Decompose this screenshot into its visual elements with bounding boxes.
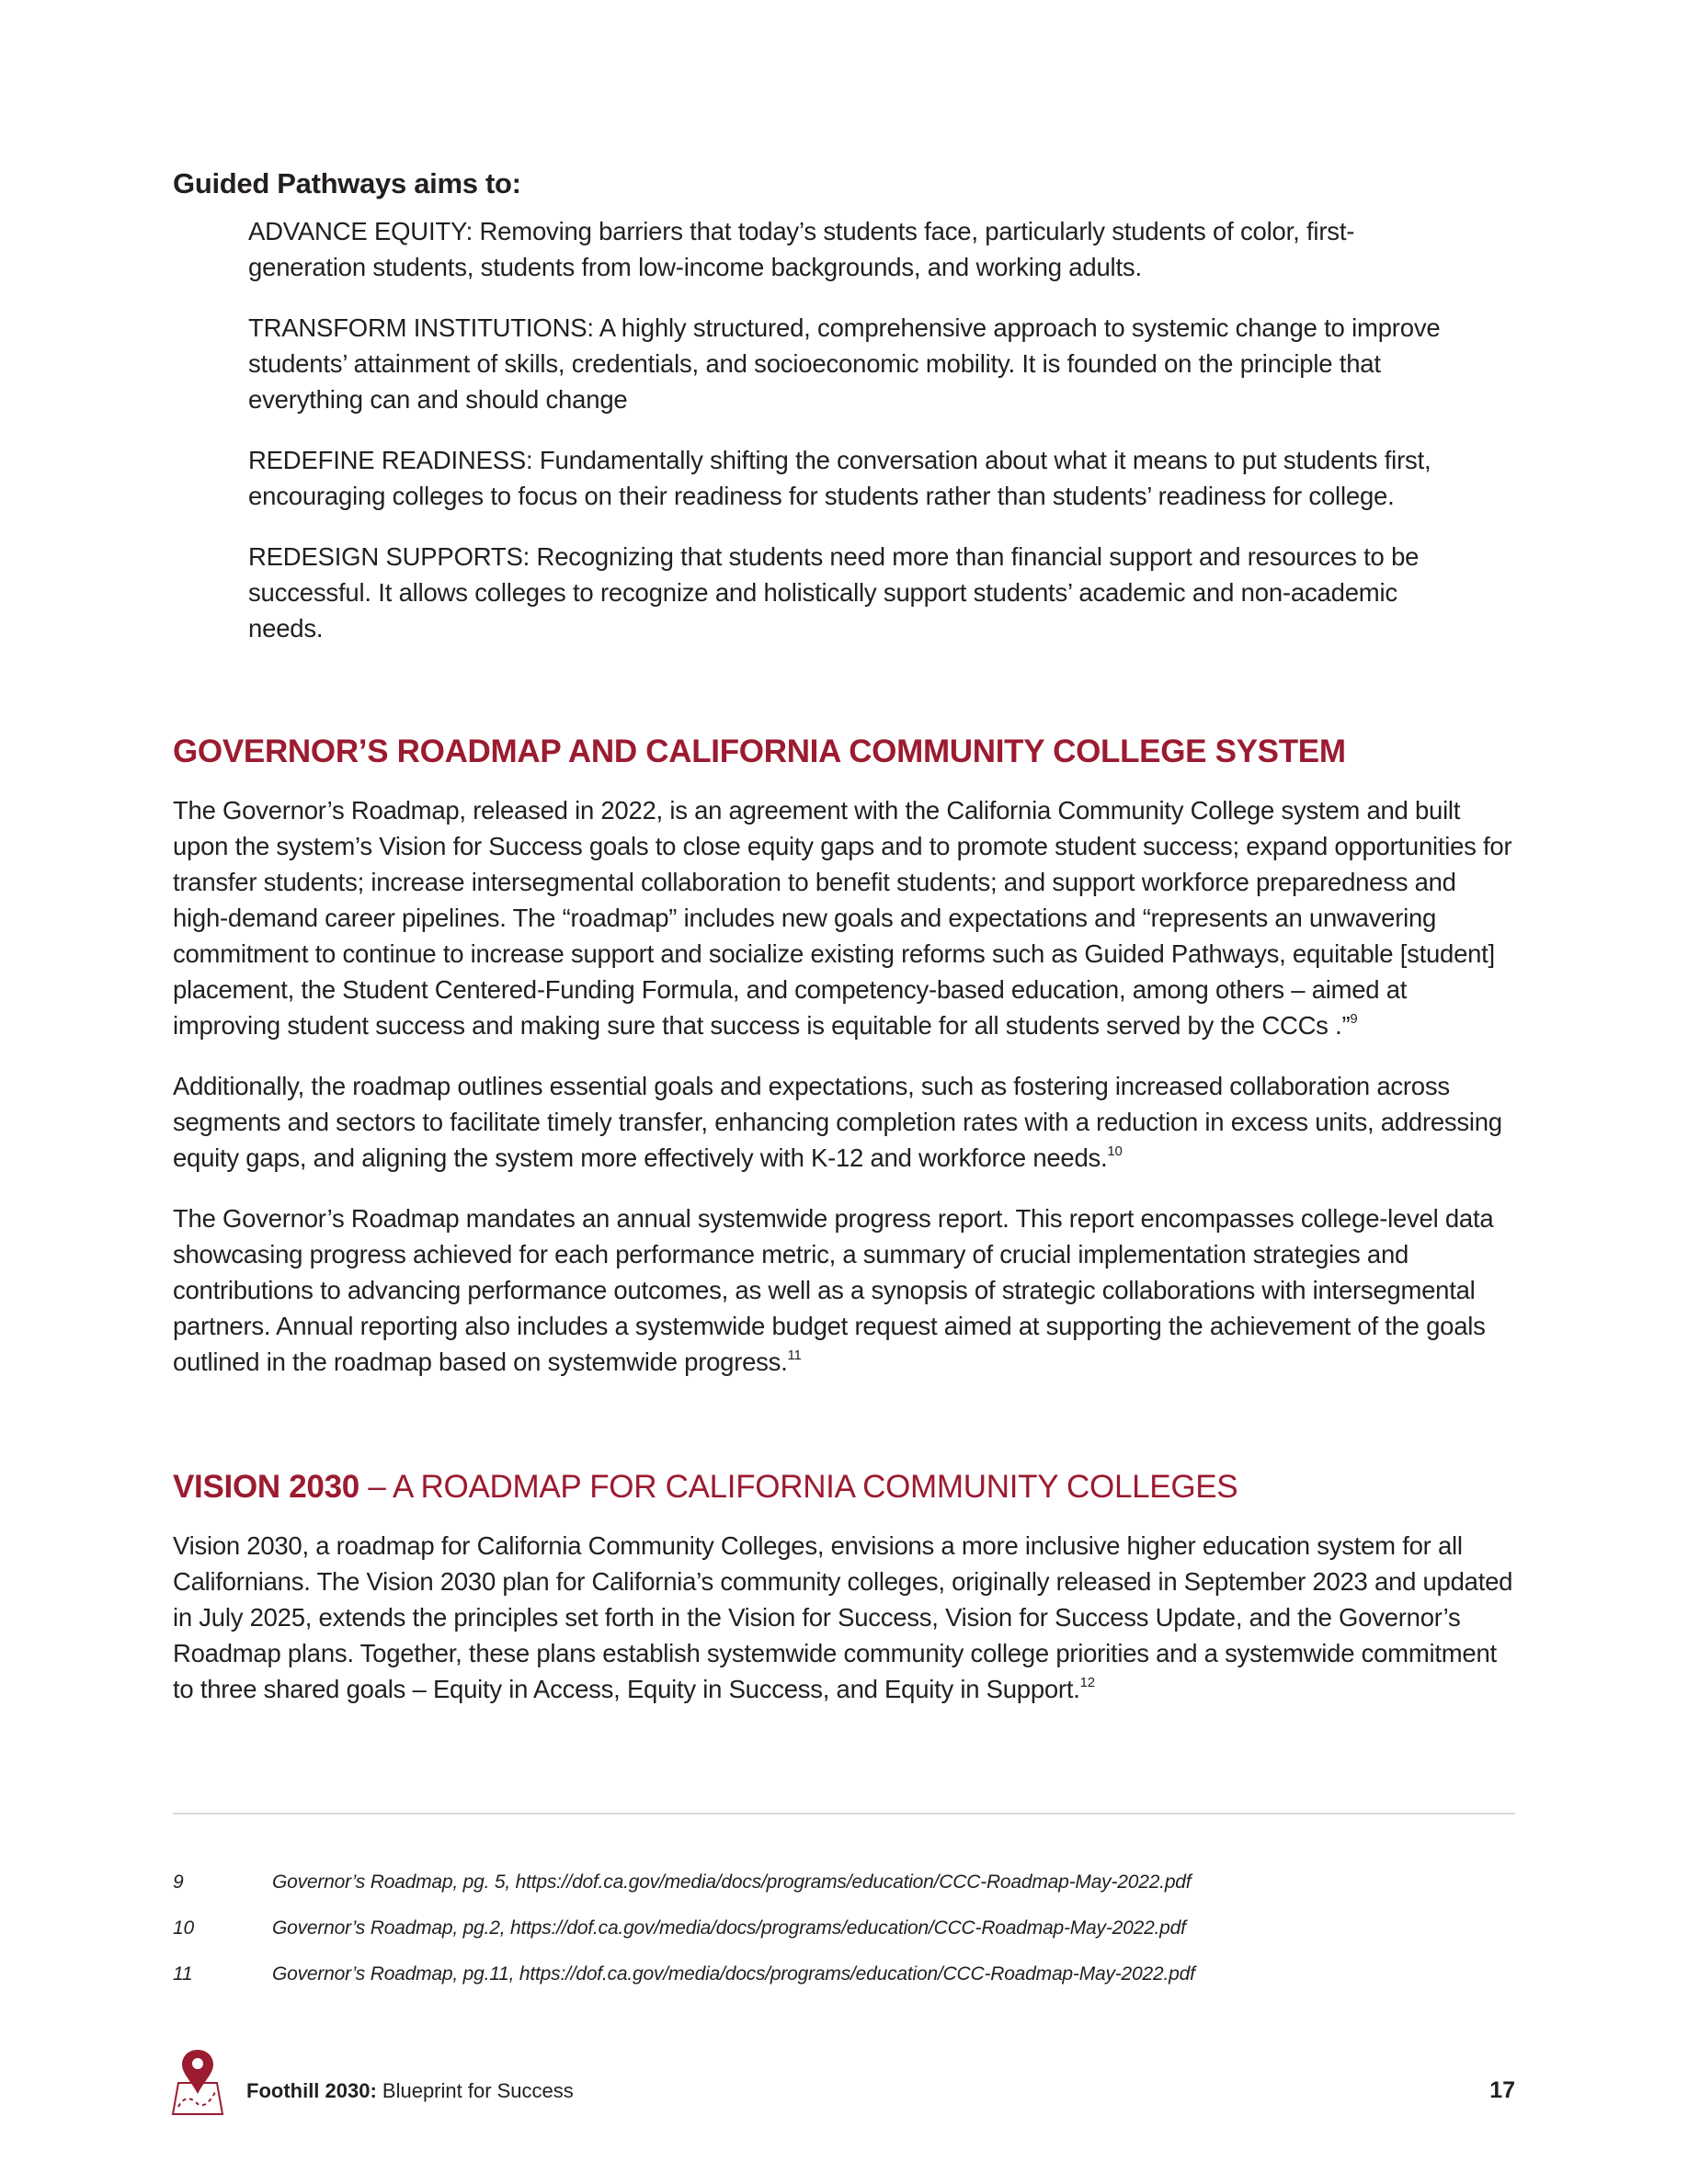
paragraph-text: The Governor’s Roadmap, released in 2022, is an agreement with the California Community College system and built upon the system’s Vision for Success goals to close equity gaps and to promote student success; expand opportunities for transfer students; increase intersegmental collaboration to benefit students; and support workforce preparedness and high-demand career pipelines. The “roadmap” includes new goals and expectations and “represents an unwavering commitment to continue to increase support and socialize existing reforms such as Guided Pathways, equitable [student] placement, the Student Centered-Funding Formula, and competency-based education, among others – aimed at improving student success and making sure that success is equitable for all students served by the CCCs .” xyxy=(173,796,1512,1040)
footnote-divider xyxy=(173,1813,1515,1814)
section-heading-roadmap: GOVERNOR’S ROADMAP AND CALIFORNIA COMMUNITY COLLEGE SYSTEM xyxy=(173,734,1346,769)
heading-bold-part: VISION 2030 xyxy=(173,1469,359,1505)
paragraph xyxy=(173,1528,1515,1707)
aim-redefine-readiness: REDEFINE READINESS: Fundamentally shifting the conversation about what it means to put students first, encouraging colleges to focus on their readiness for students rather than students’ readiness for college. xyxy=(248,446,1431,510)
footnote-ref[interactable]: 12 xyxy=(1079,1675,1095,1690)
footnote-ref[interactable]: 10 xyxy=(1107,1143,1123,1159)
section-body-vision-2030 xyxy=(173,1528,1515,1732)
footnote-text[interactable]: Governor’s Roadmap, pg.11, https://dof.ca.gov/media/docs/programs/education/CCC-Roadmap-May-2022.pdf xyxy=(272,1963,1195,1985)
paragraph xyxy=(173,1068,1515,1176)
aim-transform-institutions: TRANSFORM INSTITUTIONS: A highly structured, comprehensive approach to systemic change to improve students’ attainment of skills, credentials, and socioeconomic mobility. It is founded on the principle that everything can and should change xyxy=(248,313,1441,414)
map-pin-icon xyxy=(169,2048,226,2118)
section-heading-vision-2030 xyxy=(173,1469,1237,1506)
heading-rest-part: – A ROADMAP FOR CALIFORNIA COMMUNITY COLLEGES xyxy=(359,1469,1238,1505)
footnote-number: 9 xyxy=(173,1871,184,1893)
aim-advance-equity: ADVANCE EQUITY: Removing barriers that today’s students face, particularly students of color, first-generation students, students from low-income backgrounds, and working adults. xyxy=(248,217,1355,281)
paragraph xyxy=(173,1200,1515,1380)
guided-pathways-aims-list xyxy=(248,213,1443,671)
footnote-ref[interactable]: 9 xyxy=(1350,1011,1358,1027)
footnote-ref[interactable]: 11 xyxy=(787,1348,802,1363)
footnote-text[interactable]: Governor’s Roadmap, pg.2, https://dof.ca.gov/media/docs/programs/education/CCC-Roadmap-May-2022.pdf xyxy=(272,1917,1186,1939)
footer-publication-title xyxy=(246,2079,574,2103)
paragraph-text: Additionally, the roadmap outlines essential goals and expectations, such as fostering increased collaboration across segments and sectors to facilitate timely transfer, enhancing completion rates with a reduction in excess units, addressing equity gaps, and aligning the system more effectively with K-12 and workforce needs. xyxy=(173,1072,1502,1172)
footnote-number: 11 xyxy=(173,1963,193,1985)
aim-redesign-supports: REDESIGN SUPPORTS: Recognizing that students need more than financial support and resources to be successful. It allows colleges to recognize and holistically support students’ academic and non-academic needs. xyxy=(248,542,1420,643)
page-number: 17 xyxy=(1489,2077,1515,2103)
footnote-number: 10 xyxy=(173,1917,194,1939)
guided-pathways-lead: Guided Pathways aims to: xyxy=(173,167,521,199)
section-body-roadmap xyxy=(173,792,1515,1405)
page-footer xyxy=(173,2048,1515,2121)
paragraph xyxy=(173,792,1515,1043)
footnote-text[interactable]: Governor’s Roadmap, pg. 5, https://dof.ca.gov/media/docs/programs/education/CCC-Roadmap-May-2022.pdf xyxy=(272,1871,1192,1893)
paragraph-text: Vision 2030, a roadmap for California Community Colleges, envisions a more inclusive higher education system for all Californians. The Vision 2030 plan for California’s community colleges, originally released in September 2023 and updated in July 2025, extends the principles set forth in the Vision for Success, Vision for Success Update, and the Governor’s Roadmap plans. Together, these plans establish systemwide community college priorities and a systemwide commitment to three shared goals – Equity in Access, Equity in Success, and Equity in Support. xyxy=(173,1531,1513,1703)
paragraph-text: The Governor’s Roadmap mandates an annual systemwide progress report. This report encompasses college-level data showcasing progress achieved for each performance metric, a summary of crucial implementation strategies and contributions to advancing performance outcomes, as well as a synopsis of strategic collaborations with intersegmental partners. Annual reporting also includes a systemwide budget request aimed at supporting the achievement of the goals outlined in the roadmap based on systemwide progress. xyxy=(173,1204,1494,1376)
footer-title-rest: Blueprint for Success xyxy=(376,2079,574,2102)
footer-title-bold: Foothill 2030: xyxy=(246,2079,377,2102)
